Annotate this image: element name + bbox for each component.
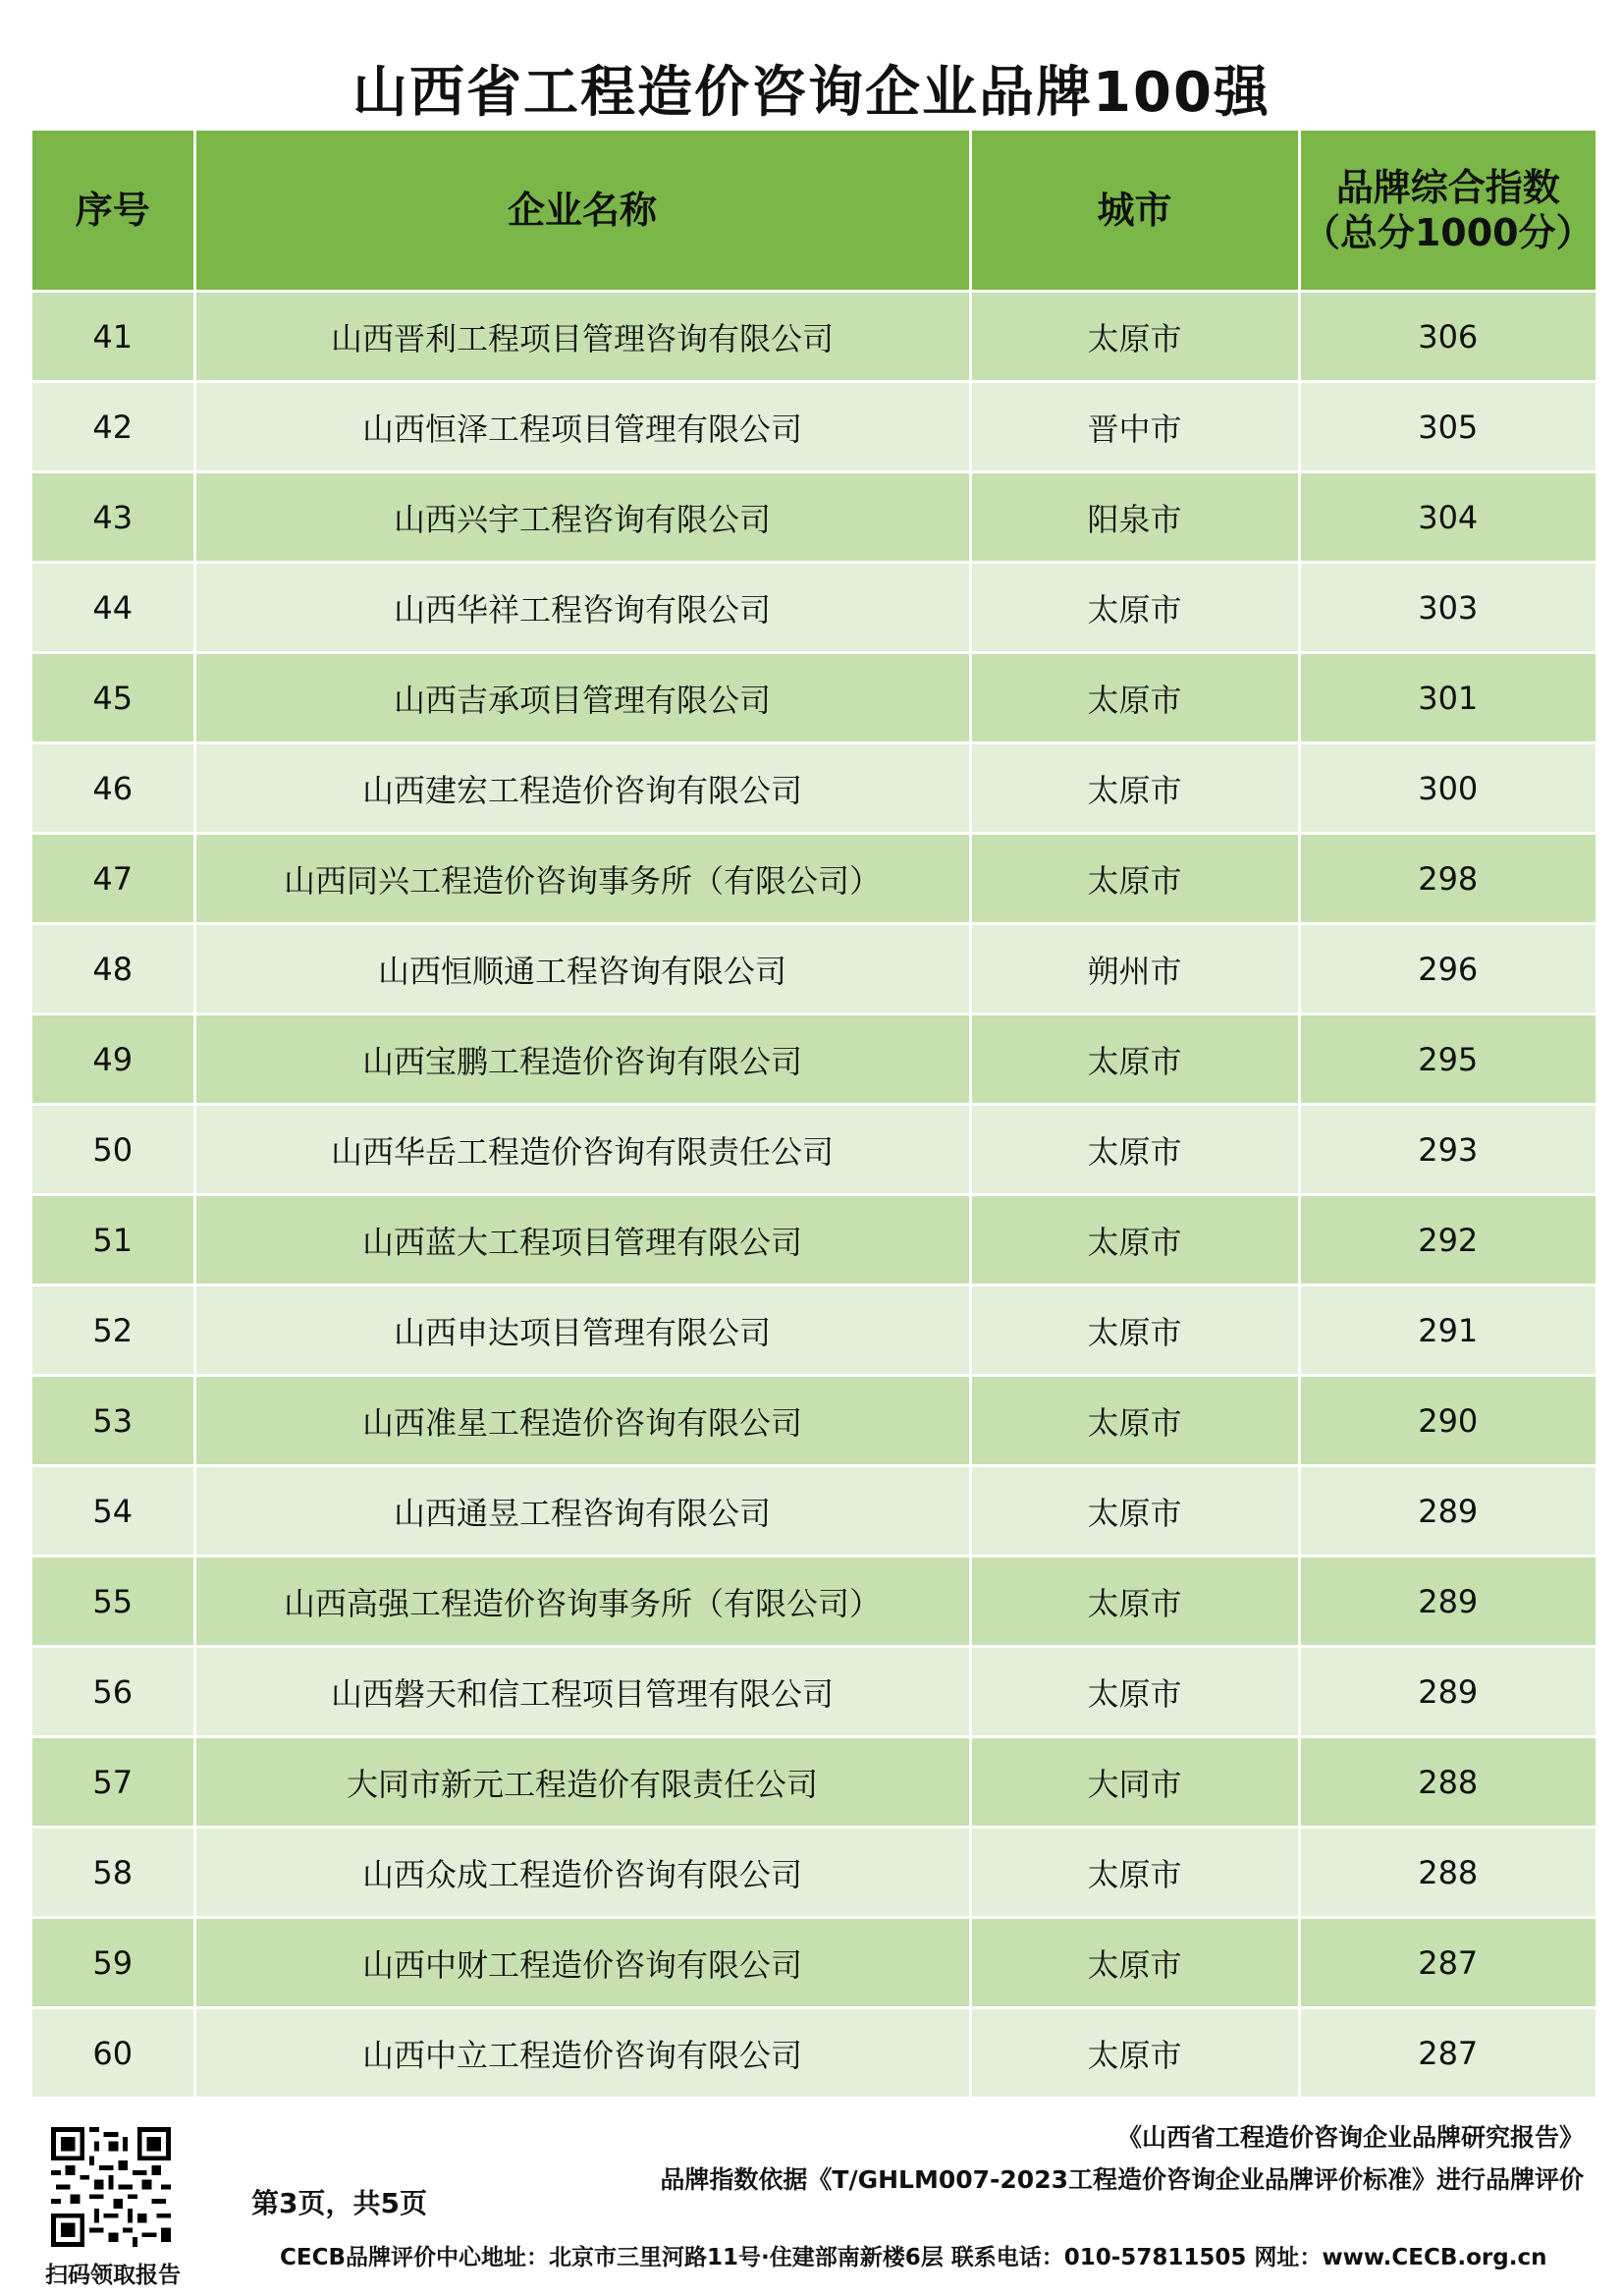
table-row <box>32 924 1596 1014</box>
cell-rank: 49 <box>32 1014 194 1105</box>
cell-score: 305 <box>1299 382 1596 472</box>
cell-city: 晋中市 <box>970 382 1299 472</box>
cell-city: 太原市 <box>970 1285 1299 1376</box>
cell-company-name: 山西磐天和信工程项目管理有限公司 <box>194 1647 970 1737</box>
cell-score: 298 <box>1299 834 1596 924</box>
cell-company-name: 山西准星工程造价咨询有限公司 <box>194 1376 970 1466</box>
page-title: 山西省工程造价咨询企业品牌100强 <box>352 61 1271 125</box>
cell-city: 太原市 <box>970 1828 1299 1918</box>
cell-city: 太原市 <box>970 1466 1299 1557</box>
table-row <box>32 1105 1596 1195</box>
cell-rank: 44 <box>32 563 194 653</box>
header-score-line2: （总分1000分） <box>1302 211 1594 254</box>
evaluation-basis: 品牌指数依据《T/GHLM007-2023工程造价咨询企业品牌评价标准》进行品牌评价 <box>660 2165 1584 2194</box>
table-row <box>32 653 1596 743</box>
report-title: 《山西省工程造价咨询企业品牌研究报告》 <box>1116 2123 1584 2152</box>
cell-city: 大同市 <box>970 1737 1299 1828</box>
cell-company-name: 山西通昱工程咨询有限公司 <box>194 1466 970 1557</box>
cell-rank: 47 <box>32 834 194 924</box>
cell-score: 290 <box>1299 1376 1596 1466</box>
cell-company-name: 山西华岳工程造价咨询有限责任公司 <box>194 1105 970 1195</box>
cell-city: 朔州市 <box>970 924 1299 1014</box>
cell-rank: 57 <box>32 1737 194 1828</box>
cell-company-name: 山西宝鹏工程造价咨询有限公司 <box>194 1014 970 1105</box>
cell-score: 304 <box>1299 472 1596 563</box>
qr-code-icon <box>51 2127 171 2247</box>
header-city: 城市 <box>970 131 1299 292</box>
cell-rank: 43 <box>32 472 194 563</box>
table-row <box>32 563 1596 653</box>
cell-company-name: 山西兴宇工程咨询有限公司 <box>194 472 970 563</box>
cell-city: 太原市 <box>970 1376 1299 1466</box>
cell-score: 303 <box>1299 563 1596 653</box>
cell-score: 287 <box>1299 2008 1596 2099</box>
cell-rank: 59 <box>32 1918 194 2008</box>
cell-rank: 51 <box>32 1195 194 1285</box>
cell-score: 288 <box>1299 1737 1596 1828</box>
cell-company-name: 山西同兴工程造价咨询事务所（有限公司） <box>194 834 970 924</box>
table-body <box>32 292 1596 2099</box>
cell-score: 306 <box>1299 292 1596 382</box>
cell-score: 287 <box>1299 1918 1596 2008</box>
cell-company-name: 大同市新元工程造价有限责任公司 <box>194 1737 970 1828</box>
table-row <box>32 2008 1596 2099</box>
cell-city: 太原市 <box>970 292 1299 382</box>
cell-city: 太原市 <box>970 1014 1299 1105</box>
cell-city: 太原市 <box>970 563 1299 653</box>
cell-company-name: 山西众成工程造价咨询有限公司 <box>194 1828 970 1918</box>
header-rank: 序号 <box>32 131 194 292</box>
cell-score: 289 <box>1299 1647 1596 1737</box>
cell-rank: 48 <box>32 924 194 1014</box>
cell-rank: 41 <box>32 292 194 382</box>
cell-city: 太原市 <box>970 1195 1299 1285</box>
cell-rank: 60 <box>32 2008 194 2099</box>
table-row <box>32 1376 1596 1466</box>
table-row <box>32 1466 1596 1557</box>
ranking-table <box>32 131 1596 2100</box>
table-row <box>32 292 1596 382</box>
cell-score: 291 <box>1299 1285 1596 1376</box>
table-row <box>32 1647 1596 1737</box>
cell-rank: 58 <box>32 1828 194 1918</box>
cell-city: 太原市 <box>970 743 1299 834</box>
cell-city: 太原市 <box>970 653 1299 743</box>
cell-company-name: 山西华祥工程咨询有限公司 <box>194 563 970 653</box>
header-score <box>1299 131 1596 292</box>
table-row <box>32 472 1596 563</box>
cell-company-name: 山西蓝大工程项目管理有限公司 <box>194 1195 970 1285</box>
cell-city: 太原市 <box>970 2008 1299 2099</box>
cell-city: 太原市 <box>970 1647 1299 1737</box>
table-header-row <box>32 131 1596 292</box>
cell-score: 300 <box>1299 743 1596 834</box>
cell-company-name: 山西中立工程造价咨询有限公司 <box>194 2008 970 2099</box>
cell-company-name: 山西申达项目管理有限公司 <box>194 1285 970 1376</box>
cell-company-name: 山西恒顺通工程咨询有限公司 <box>194 924 970 1014</box>
cell-score: 288 <box>1299 1828 1596 1918</box>
cell-score: 292 <box>1299 1195 1596 1285</box>
table-row <box>32 382 1596 472</box>
cell-company-name: 山西恒泽工程项目管理有限公司 <box>194 382 970 472</box>
cell-rank: 42 <box>32 382 194 472</box>
cell-score: 289 <box>1299 1557 1596 1647</box>
cell-rank: 52 <box>32 1285 194 1376</box>
cell-rank: 50 <box>32 1105 194 1195</box>
table-row <box>32 1828 1596 1918</box>
cell-company-name: 山西中财工程造价咨询有限公司 <box>194 1918 970 2008</box>
cell-rank: 54 <box>32 1466 194 1557</box>
cell-rank: 45 <box>32 653 194 743</box>
cell-city: 太原市 <box>970 1105 1299 1195</box>
cell-score: 301 <box>1299 653 1596 743</box>
cell-company-name: 山西晋利工程项目管理咨询有限公司 <box>194 292 970 382</box>
cell-city: 太原市 <box>970 1557 1299 1647</box>
cell-rank: 55 <box>32 1557 194 1647</box>
cell-score: 293 <box>1299 1105 1596 1195</box>
cell-score: 289 <box>1299 1466 1596 1557</box>
cell-rank: 46 <box>32 743 194 834</box>
cell-score: 296 <box>1299 924 1596 1014</box>
cell-rank: 53 <box>32 1376 194 1466</box>
header-name: 企业名称 <box>194 131 970 292</box>
cell-company-name: 山西吉承项目管理有限公司 <box>194 653 970 743</box>
table-row <box>32 1285 1596 1376</box>
cell-score: 295 <box>1299 1014 1596 1105</box>
cell-company-name: 山西建宏工程造价咨询有限公司 <box>194 743 970 834</box>
cell-rank: 56 <box>32 1647 194 1737</box>
cell-city: 太原市 <box>970 834 1299 924</box>
table-row <box>32 1557 1596 1647</box>
footer-address: CECB品牌评价中心地址：北京市三里河路11号·住建部南新楼6层 联系电话：010-57811505 网址：www.CECB.org.cn <box>280 2245 1547 2270</box>
table-row <box>32 1014 1596 1105</box>
page-indicator: 第3页，共5页 <box>251 2187 427 2219</box>
cell-city: 太原市 <box>970 1918 1299 2008</box>
table-row <box>32 1195 1596 1285</box>
table-row <box>32 834 1596 924</box>
cell-company-name: 山西高强工程造价咨询事务所（有限公司） <box>194 1557 970 1647</box>
table-row <box>32 1918 1596 2008</box>
header-score-line1: 品牌综合指数 <box>1335 166 1560 209</box>
qr-caption: 扫码领取报告 <box>45 2263 181 2288</box>
cell-city: 阳泉市 <box>970 472 1299 563</box>
table-row <box>32 1737 1596 1828</box>
table-row <box>32 743 1596 834</box>
